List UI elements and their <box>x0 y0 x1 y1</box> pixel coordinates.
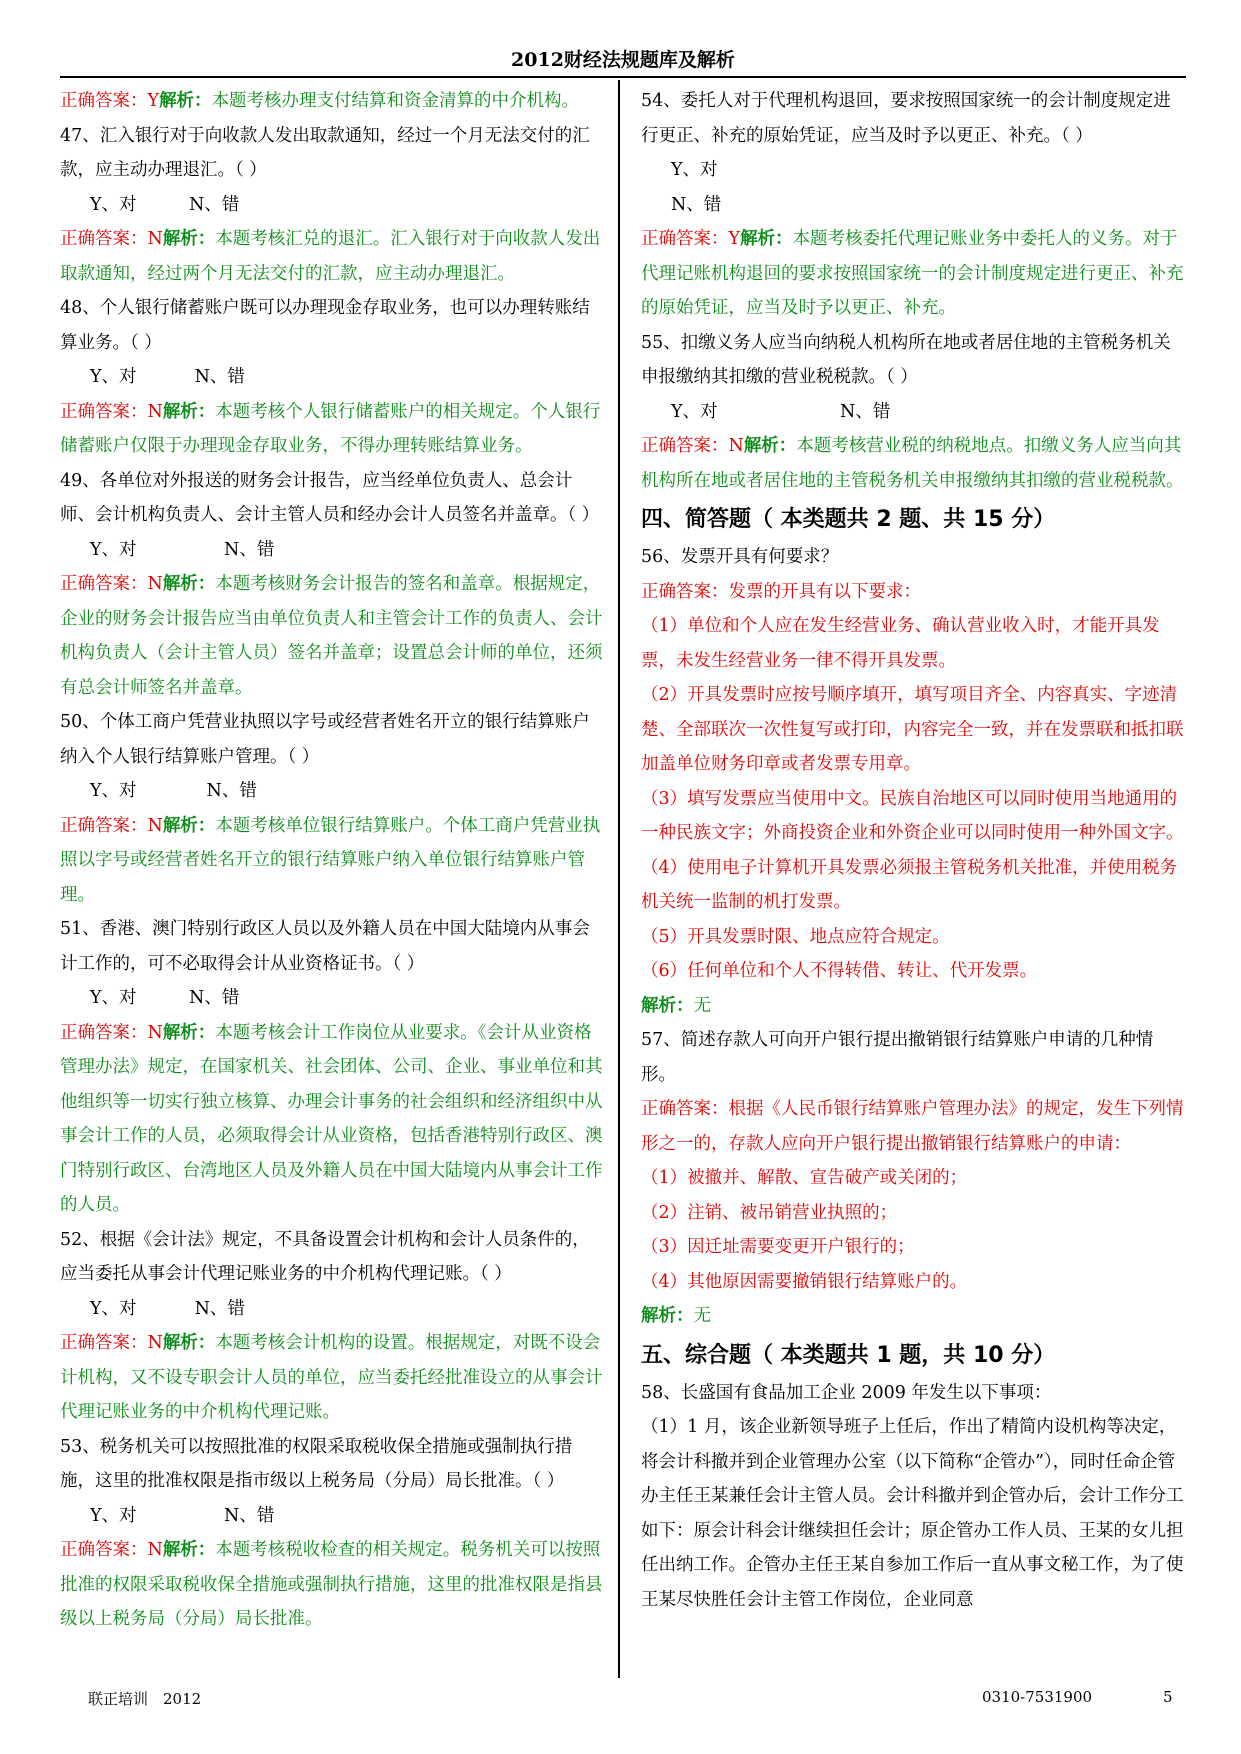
q51-options: Y、对 N、错 <box>90 988 240 1008</box>
q47-options: Y、对 N、错 <box>90 194 240 215</box>
q51-answer: 正确答案：N解析：本题考核会计工作岗位从业要求。《会计从业资格管理办法》规定，在国家机关、社会团体、公司、企业、事业单位和其他组织等一切实行独立核算、办理会计事务的社会组织和经济组织中从事会计工作的人员，必须取得会计从业资格，包括香港特别行政区、澳门特别行政区、台湾地区人员及外籍人员在中国大陆境内从事会计工作的人员。 <box>60 1022 603 1215</box>
q57-item-1: （1）被撤并、解散、宣告破产或关闭的； <box>641 1168 968 1188</box>
left-column <box>60 84 605 1637</box>
q56-item-6: （6）任何单位和个人不得转借、转让、代开发票。 <box>641 961 1038 981</box>
q52-answer: 正确答案：N解析：本题考核会计机构的设置。根据规定，对既不设会计机构，又不设专职会计人员的单位，应当委托经批准设立的从事会计代理记账业务的中介机构代理记账。 <box>60 1333 603 1422</box>
q54-answer: 正确答案：Y解析：本题考核委托代理记账业务中委托人的义务。对于代理记账机构退回的要求按照国家统一的会计制度规定进行更正、补充的原始凭证，应当及时予以更正、补充。 <box>641 229 1184 318</box>
q53-options: Y、对 N、错 <box>90 1505 275 1526</box>
q56-question: 56、发票开具有何要求？ <box>641 547 839 567</box>
q56-item-5: （5）开具发票时限、地点应符合规定。 <box>641 926 950 947</box>
q49-answer: 正确答案：N解析：本题考核财务会计报告的签名和盖章。根据规定，企业的财务会计报告应当由单位负责人和主管会计工作的负责人、会计机构负责人（会计主管人员）签名并盖章；设置总会计师的单位，还须有总会计师签名并盖章。 <box>60 574 603 698</box>
q50-answer: 正确答案：N解析：本题考核单位银行结算账户。个体工商户凭营业执照以字号或经营者姓名开立的银行结算账户纳入单位银行结算账户管理。 <box>60 815 601 905</box>
q52-question: 52、根据《会计法》规定，不具备设置会计机构和会计人员条件的，应当委托从事会计代理记账业务的中介机构代理记账。（ ） <box>60 1229 590 1284</box>
q56-item-1: （1）单位和个人应在发生经营业务、确认营业收入时，才能开具发票，未发生经营业务一律不得开具发票。 <box>641 616 1160 671</box>
q53-answer: 正确答案：N解析：本题考核税收检查的相关规定。税务机关可以按照批准的权限采取税收保全措施或强制执行措施，这里的批准权限是指县级以上税务局（分局）局长批准。 <box>60 1540 603 1629</box>
column-divider <box>618 80 620 1678</box>
q52-options: Y、对 N、错 <box>90 1298 245 1319</box>
q51-question: 51、香港、澳门特别行政区人员以及外籍人员在中国大陆境内从事会计工作的，可不必取得会计从业资格证书。（ ） <box>60 919 590 974</box>
section-4-heading: 四、简答题（ 本类题共 2 题、共 15 分） <box>641 507 1056 532</box>
q54-question: 54、委托人对于代理机构退回，要求按照国家统一的会计制度规定进行更正、补充的原始凭证，应当及时予以更正、补充。（ ） <box>641 91 1171 146</box>
q47-answer: 正确答案：N解析：本题考核汇兑的退汇。汇入银行对于向收款人发出取款通知，经过两个月无法交付的汇款，应主动办理退汇。 <box>60 229 601 284</box>
q48-answer: 正确答案：N解析：本题考核个人银行储蓄账户的相关规定。个人银行储蓄账户仅限于办理现金存取业务，不得办理转账结算业务。 <box>60 401 601 456</box>
q54-option-n: N、错 <box>671 194 722 215</box>
q56-item-3: （3）填写发票应当使用中文。民族自治地区可以同时使用当地通用的一种民族文字；外商投资企业和外资企业可以同时使用一种外国文字。 <box>641 788 1184 843</box>
q50-options: Y、对 N、错 <box>90 781 257 801</box>
q57-analysis: 解析：无 <box>641 1306 711 1326</box>
q57-item-3: （3）因迁址需要变更开户银行的； <box>641 1237 915 1257</box>
q55-question: 55、扣缴义务人应当向纳税人机构所在地或者居住地的主管税务机关申报缴纳其扣缴的营业税税款。（ ） <box>641 332 1171 387</box>
page-header <box>60 44 1186 78</box>
q57-answer: 正确答案：根据《人民币银行结算账户管理办法》的规定，发生下列情形之一的，存款人应向开户银行提出撤销银行结算账户的申请： <box>641 1099 1184 1154</box>
right-column <box>641 84 1187 1617</box>
q57-item-4: （4）其他原因需要撤销银行结算账户的。 <box>641 1271 968 1292</box>
q49-options: Y、对 N、错 <box>90 539 275 560</box>
page-title: 2012财经法规题库及解析 <box>511 49 735 71</box>
q56-answer: 正确答案：发票的开具有以下要求： <box>641 581 921 602</box>
page-number: 5 <box>1163 1688 1173 1706</box>
q53-question: 53、税务机关可以按照批准的权限采取税收保全措施或强制执行措施，这里的批准权限是指市级以上税务局（分局）局长批准。（ ） <box>60 1436 573 1491</box>
footer-left: 联正培训 2012 <box>88 1690 202 1708</box>
q50-question: 50、个体工商户凭营业执照以字号或经营者姓名开立的银行结算账户纳入个人银行结算账户管理。（ ） <box>60 712 590 767</box>
q55-answer: 正确答案：N解析：本题考核营业税的纳税地点。扣缴义务人应当向其机构所在地或者居住地的主管税务机关申报缴纳其扣缴的营业税税款。 <box>641 436 1184 491</box>
q54-option-y: Y、对 <box>671 160 718 180</box>
q47-question: 47、汇入银行对于向收款人发出取款通知，经过一个月无法交付的汇款，应主动办理退汇。（ ） <box>60 125 590 180</box>
q58-question: 58、长盛国有食品加工企业 2009 年发生以下事项： <box>641 1382 1052 1403</box>
q48-options: Y、对 N、错 <box>90 367 245 387</box>
footer-phone: 0310-7531900 <box>982 1688 1093 1706</box>
q56-item-2: （2）开具发票时应按号顺序填开，填写项目齐全、内容真实、字迹清楚、全部联次一次性复写或打印，内容完全一致，并在发票联和抵扣联加盖单位财务印章或者发票专用章。 <box>641 685 1184 774</box>
section-5-heading: 五、综合题（ 本类题共 1 题，共 10 分） <box>641 1342 1056 1368</box>
q57-item-2: （2）注销、被吊销营业执照的； <box>641 1202 898 1223</box>
q56-analysis: 解析：无 <box>641 995 711 1016</box>
q57-question: 57、简述存款人可向开户银行提出撤销银行结算账户申请的几种情形。 <box>641 1030 1154 1085</box>
q56-item-4: （4）使用电子计算机开具发票必须报主管税务机关批准，并使用税务机关统一监制的机打发票。 <box>641 857 1178 912</box>
q49-question: 49、各单位对外报送的财务会计报告，应当经单位负责人、总会计师、会计机构负责人、会计主管人员和经办会计人员签名并盖章。（ ） <box>60 470 600 525</box>
q48-question: 48、个人银行储蓄账户既可以办理现金存取业务，也可以办理转账结算业务。（ ） <box>60 298 590 353</box>
q58-paragraph-1: （1）1 月，该企业新领导班子上任后，作出了精简内设机构等决定，将会计科撤并到企业管理办公室（以下简称“企管办”），同时任命企管办主任王某兼任会计主管人员。会计科撤并到企管办后，会计工作分工如下：原会计科会计继续担任会计；原企管办工作人员、王某的女儿担任出纳工作。企管办主任王某自参加工作后一直从事文秘工作，为了使王某尽快胜任会计主管工作岗位，企业同意 <box>641 1417 1184 1610</box>
q46-answer: 正确答案：Y解析：本题考核办理支付结算和资金清算的中介机构。 <box>60 91 580 111</box>
q55-options: Y、对 N、错 <box>671 401 891 422</box>
